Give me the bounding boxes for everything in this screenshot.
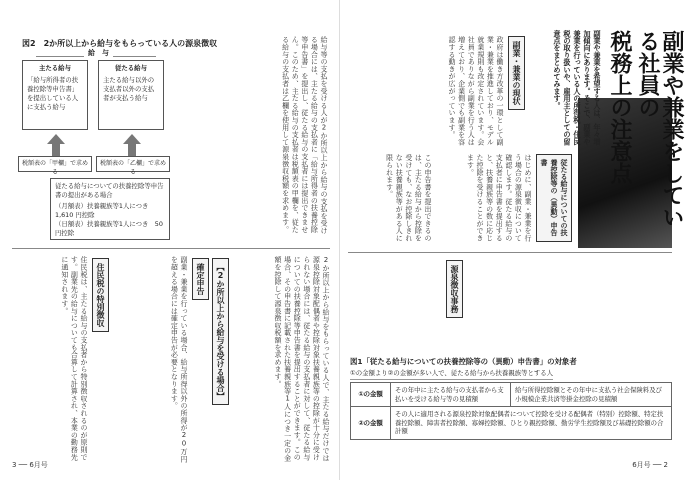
note-title: 従たる給与についての扶養控除等申告書の提出がある場合 [55,182,164,199]
figure1-table [350,382,672,440]
sub-salary-box [98,60,164,130]
left-body-col-a: 副業・兼業を行っている場合、給与所得以外の所得が20万円を超える場合には確定申告が必要となります。 [170,256,188,463]
headline-line-1: 副業や兼業をしている社員の [635,30,685,228]
right-divider [348,252,672,253]
note-monthly: （月額表）扶養親族等1人につき 1,610 円控除 [55,202,155,219]
figure1-row-1 [351,383,672,407]
lead-paragraph: 副業や兼業を希望する人は、年々増加傾向にあります。そこで、副業や兼業を行っている人の所得税・住民税の取り扱いや、雇用主としての留意点をまとめてみます。 [553,30,602,146]
main-salary-title: 主たる給与 [39,64,71,72]
left-divider [12,248,330,249]
dependent-note-box [50,178,170,240]
row1-mid: その年中に主たる給与の支払者から支払いを受ける給与等の見積額 [391,383,511,407]
left-page [0,0,340,480]
row2-right: その人に適用される源泉控除対象配偶者について控除を受ける配偶者（特別）控除額、特定扶養控除額、障害者控除額、寡婦控除額、ひとり親控除額、勤労学生控除額及び基礎控除額の合計額 [391,407,672,440]
section-current-status: 副業・兼業の現状 [508,36,525,110]
figure1-row-2 [351,407,672,440]
figure1-title: 図1「従たる給与についての扶養控除等の（異動）申告書」の対象者 [350,357,577,366]
right-page [340,0,685,480]
sub-heading-tax-return: 確定申告 [192,258,209,300]
sub-salary-text: 主たる給与以外の支払者以外の支払者が支払う給与 [103,76,155,102]
main-salary-box [22,60,88,130]
arrow-otsu-icon [123,134,141,144]
arrow-kou-icon [47,134,65,144]
left-body-col-b: 住民税は、主たる給与の支払者から特別徴収されるのが原則です。副業先の給与についても合算して計算され、本業の勤務先に通知されます。 [60,256,88,461]
row1-right: 給与所得控除額とその年中に支払う社会保険料及び小規模企業共済等掛金控除の見積額 [511,383,672,407]
left-page-number: 3 ── 6月号 [12,461,48,469]
arrow-otsu-stem [128,144,136,156]
sub-heading-resident-tax: 住民税の特別徴収 [92,258,109,332]
tag-otsu: 税額表の「乙欄」で求める [96,156,170,172]
sub-heading-multi-source: 【2か所以上から給与を受ける場合】 [212,258,229,405]
salary-label: 給 与 [84,48,113,58]
arrow-kou-stem [52,144,60,156]
section-withholding: 源泉徴収事務 [446,260,463,318]
row1-label: ①の金額 [351,383,391,407]
headline-line-2: 税務上の注意点 [607,30,633,184]
tag-kou: 税額表の「甲欄」で求める [18,156,92,172]
right-page-number: 6月号 ── 2 [632,461,668,469]
row2-label: ②の金額 [351,407,391,440]
body-application-detail: この申告書を提出できるのは、主たる給与から控除を受けても、なお控除しきれない扶養親族等がある人に限られます。 [385,154,432,242]
main-salary-text: 「給与所得者の扶養控除等申告書」を提出している人に支払う給与 [27,76,79,111]
figure1-subtitle: ①の金額より②の金額が多い人で、従たる給与から扶養親族等とする人 [350,368,553,380]
note-daily: （日額表）扶養親族等1人につき 50 円控除 [55,220,163,237]
left-body-top: 給与等の支払を受ける人が2か所以上から給与の支払を受ける場合には、主たる給与の支払者に「給与所得者の扶養控除等申告書」を提出し、従たる給与の支払者には提出できません。このため、主たる給与の支払者は税額表の甲欄を、従たる給与の支払者は乙欄を使用して源泉徴収税額を求めます。 [281,36,328,235]
body-current-status: 政府は働き方改革の一環として副業・兼業を推進しており、モデル就業規則も改定されています。会社員でありながら副業を行う人は増えており、企業側でも副業を容認する動きが広がっています。 [448,36,504,146]
body-application-form: はじめに、副業・兼業を行う場合の源泉徴収について確認します。従たる給与の支払者に申告書を提出すると、扶養親族等の数に応じた控除を受けることができます。 [466,154,532,242]
figure2-title: 図2 2か所以上から給与をもらっている人の源泉徴収 [22,39,218,48]
sub-salary-title: 従たる給与 [115,64,147,72]
section-application-form: 従たる給与についての扶養控除等の（異動）申告書 [536,154,572,242]
left-body-bottom: 2か所以上から給与をもらっている人で、主たる給与だけでは源泉控除対象配偶者や控除対象扶養親族等の控除が十分に受けられない場合には、従たる給与の支払者に対して、従たる給与についての扶養控除等申告書を提出することができます。この場合、その申告書に記載された扶養親族等1人につき一定の金額を控除して源泉徴収税額を求めます。 [274,256,330,462]
